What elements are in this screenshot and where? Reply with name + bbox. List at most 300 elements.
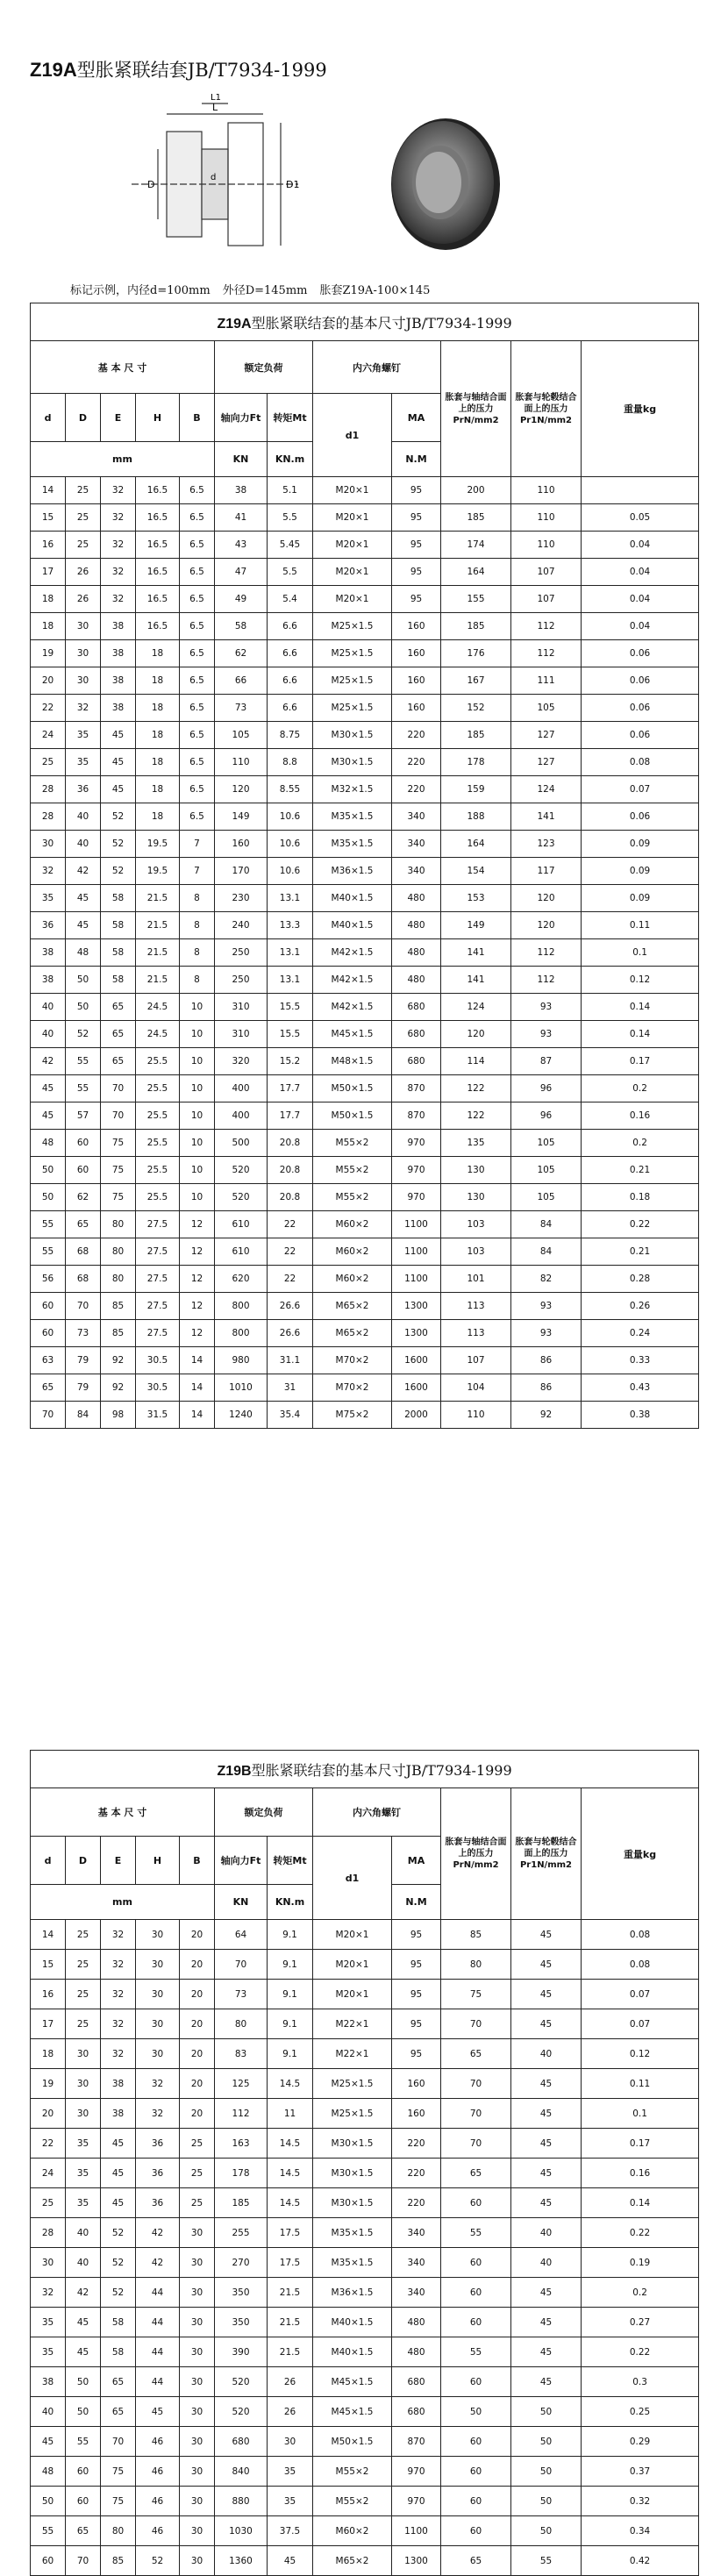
table-cell: 400 [215, 1075, 268, 1102]
table-row [31, 1102, 699, 1130]
table-cell: 86 [511, 1347, 582, 1374]
table-cell: 14 [31, 477, 66, 504]
table-cell: 0.26 [582, 1293, 699, 1320]
table-cell: 43 [215, 532, 268, 559]
table-cell: 30 [180, 2457, 215, 2487]
table-cell: 50 [31, 1157, 66, 1184]
table-cell: 22 [31, 2129, 66, 2159]
table-cell: 92 [511, 1402, 582, 1429]
table-cell: 6.5 [180, 559, 215, 586]
table-row [31, 2278, 699, 2308]
table-cell: 70 [66, 1293, 101, 1320]
table-cell: 58 [101, 885, 136, 912]
table-cell: 45 [511, 2308, 582, 2337]
table-cell: 30 [136, 1980, 180, 2009]
table-cell: 25 [66, 477, 101, 504]
table-cell: 15 [31, 1950, 66, 1980]
table-cell: 52 [101, 858, 136, 885]
table-cell: 26 [268, 2367, 313, 2397]
table-cell: 30 [268, 2427, 313, 2457]
table-cell: M60×2 [313, 1211, 392, 1238]
table-cell: 24.5 [136, 994, 180, 1021]
label-D1: D1 [286, 179, 300, 190]
table-cell: 14.5 [268, 2069, 313, 2099]
table-cell: 1300 [392, 2546, 441, 2576]
table-cell: 6.5 [180, 722, 215, 749]
table-cell: 10 [180, 1048, 215, 1075]
table-cell: M30×1.5 [313, 722, 392, 749]
table-cell: 120 [511, 885, 582, 912]
table-cell: 155 [441, 586, 511, 613]
table-row [31, 1048, 699, 1075]
table-cell: 40 [66, 2218, 101, 2248]
technical-drawing [114, 88, 316, 263]
table-cell: 62 [66, 1184, 101, 1211]
table-cell: 60 [31, 1320, 66, 1347]
table-cell: 55 [66, 1048, 101, 1075]
table-cell: 45 [66, 912, 101, 939]
table-cell: 95 [392, 1980, 441, 2009]
table-cell: 21.5 [136, 912, 180, 939]
table-row [31, 2188, 699, 2218]
table-cell: 35 [31, 2308, 66, 2337]
table-cell: M50×1.5 [313, 1102, 392, 1130]
table-cell: 10 [180, 1130, 215, 1157]
table-cell: 0.3 [582, 2367, 699, 2397]
table-cell: 45 [268, 2546, 313, 2576]
table-cell: 30 [31, 2248, 66, 2278]
table-cell: 1100 [392, 2516, 441, 2546]
table-cell: 17.7 [268, 1075, 313, 1102]
table-cell: 7 [180, 831, 215, 858]
table-cell: 28 [31, 776, 66, 803]
table-cell: 0.32 [582, 2487, 699, 2516]
table-b-caption: Z19B型胀紧联结套的基本尺寸JB/T7934-1999 [31, 1751, 699, 1788]
table-cell: 38 [31, 967, 66, 994]
table-cell: 840 [215, 2457, 268, 2487]
table-cell: 28 [31, 2218, 66, 2248]
table-cell: 58 [101, 967, 136, 994]
table-cell: 164 [441, 831, 511, 858]
table-row [31, 477, 699, 504]
table-cell: 95 [392, 2039, 441, 2069]
table-cell: 45 [511, 2129, 582, 2159]
table-cell: 35 [268, 2457, 313, 2487]
table-cell: 0.43 [582, 1374, 699, 1402]
table-cell: 27.5 [136, 1320, 180, 1347]
table-cell: 12 [180, 1320, 215, 1347]
table-cell: 70 [441, 2129, 511, 2159]
table-cell: 85 [441, 1920, 511, 1950]
table-cell: 340 [392, 2278, 441, 2308]
table-row [31, 1021, 699, 1048]
table-cell: 52 [66, 1021, 101, 1048]
table-cell: 73 [66, 1320, 101, 1347]
table-row [31, 967, 699, 994]
table-cell: 60 [441, 2308, 511, 2337]
table-cell: M55×2 [313, 1184, 392, 1211]
table-cell: M22×1 [313, 2009, 392, 2039]
table-cell: 40 [511, 2218, 582, 2248]
table-cell: 112 [511, 640, 582, 667]
table-cell: 65 [101, 1048, 136, 1075]
table-cell: 680 [392, 1048, 441, 1075]
table-cell: 6.5 [180, 695, 215, 722]
table-cell: 0.09 [582, 885, 699, 912]
table-cell: 18 [31, 613, 66, 640]
table-cell: 38 [101, 667, 136, 695]
table-cell: 32 [101, 2039, 136, 2069]
table-cell: 96 [511, 1102, 582, 1130]
table-cell: 18 [136, 776, 180, 803]
table-cell: 45 [66, 885, 101, 912]
table-cell: 42 [31, 1048, 66, 1075]
table-cell: M45×1.5 [313, 2367, 392, 2397]
table-cell: 30 [66, 2099, 101, 2129]
table-cell: 13.1 [268, 939, 313, 967]
table-cell: 93 [511, 1293, 582, 1320]
table-cell: 0.07 [582, 776, 699, 803]
table-cell: 170 [215, 858, 268, 885]
table-cell: 32 [101, 477, 136, 504]
table-cell: 21.5 [268, 2278, 313, 2308]
table-cell: 5.5 [268, 504, 313, 532]
table-cell: 12 [180, 1293, 215, 1320]
table-cell: 520 [215, 2367, 268, 2397]
table-cell: 1100 [392, 1211, 441, 1238]
table-cell: 38 [101, 613, 136, 640]
table-row [31, 2516, 699, 2546]
table-cell: 30 [180, 2516, 215, 2546]
table-cell: 65 [66, 1211, 101, 1238]
label-L1: L1 [211, 93, 221, 103]
table-cell: 0.08 [582, 749, 699, 776]
table-cell: M55×2 [313, 2457, 392, 2487]
table-cell: 340 [392, 858, 441, 885]
table-cell: 0.04 [582, 586, 699, 613]
table-cell: 970 [392, 1130, 441, 1157]
table-cell: 95 [392, 477, 441, 504]
table-cell: 870 [392, 1102, 441, 1130]
table-cell: 164 [441, 559, 511, 586]
table-cell: 52 [101, 2278, 136, 2308]
table-cell: 0.06 [582, 667, 699, 695]
table-cell: 1300 [392, 1320, 441, 1347]
table-cell: 390 [215, 2337, 268, 2367]
table-cell: 21.5 [268, 2308, 313, 2337]
table-cell: 20 [180, 2099, 215, 2129]
table-cell: 185 [441, 504, 511, 532]
table-cell: 8 [180, 967, 215, 994]
table-cell: 26.6 [268, 1320, 313, 1347]
table-cell: 12 [180, 1211, 215, 1238]
table-cell: 124 [511, 776, 582, 803]
table-cell: 0.22 [582, 2337, 699, 2367]
table-cell: 141 [441, 939, 511, 967]
table-row [31, 559, 699, 586]
table-cell: 45 [101, 749, 136, 776]
table-cell: 255 [215, 2218, 268, 2248]
table-cell: 52 [101, 2248, 136, 2278]
table-cell: 70 [215, 1950, 268, 1980]
table-cell: 70 [101, 1075, 136, 1102]
table-cell: 1300 [392, 1293, 441, 1320]
table-cell: M65×2 [313, 1293, 392, 1320]
table-cell: 32 [101, 559, 136, 586]
table-cell: M25×1.5 [313, 667, 392, 695]
table-cell: 35.4 [268, 1402, 313, 1429]
table-cell: 32 [101, 1980, 136, 2009]
table-cell: 45 [66, 2337, 101, 2367]
table-cell: 250 [215, 939, 268, 967]
table-cell: 125 [215, 2069, 268, 2099]
table-row [31, 2308, 699, 2337]
table-cell: 107 [441, 1347, 511, 1374]
table-cell: 167 [441, 667, 511, 695]
table-row [31, 1920, 699, 1950]
table-row [31, 1157, 699, 1184]
table-cell: 25 [66, 1980, 101, 2009]
table-cell: 55 [441, 2218, 511, 2248]
table-cell: 30 [180, 2427, 215, 2457]
table-cell: 610 [215, 1238, 268, 1266]
table-cell: 101 [441, 1266, 511, 1293]
table-cell: 25 [180, 2129, 215, 2159]
table-cell: 0.2 [582, 2278, 699, 2308]
table-row [31, 2487, 699, 2516]
table-cell: 95 [392, 532, 441, 559]
table-cell: 16.5 [136, 559, 180, 586]
table-cell: 38 [101, 640, 136, 667]
table-cell: 30 [180, 2367, 215, 2397]
table-cell: 105 [511, 1184, 582, 1211]
table-cell: 40 [31, 2397, 66, 2427]
table-cell: 0.22 [582, 2218, 699, 2248]
table-cell: 80 [441, 1950, 511, 1980]
table-cell: 75 [101, 1157, 136, 1184]
table-cell: 680 [392, 2397, 441, 2427]
table-cell: 35 [31, 885, 66, 912]
table-cell: 1100 [392, 1238, 441, 1266]
table-cell: 30 [66, 667, 101, 695]
table-cell: 75 [441, 1980, 511, 2009]
table-cell: 22 [31, 695, 66, 722]
table-cell: M30×1.5 [313, 2129, 392, 2159]
table-cell: 38 [101, 2099, 136, 2129]
table-cell: 27.5 [136, 1293, 180, 1320]
table-row [31, 695, 699, 722]
table-cell: 5.45 [268, 532, 313, 559]
table-cell: 80 [101, 1211, 136, 1238]
table-cell: 17.7 [268, 1102, 313, 1130]
table-a-body [31, 477, 699, 1429]
table-cell: 65 [101, 2367, 136, 2397]
table-cell: 17 [31, 559, 66, 586]
table-cell: M36×1.5 [313, 858, 392, 885]
table-cell: 30 [180, 2397, 215, 2427]
table-row [31, 2337, 699, 2367]
table-cell: 40 [31, 994, 66, 1021]
label-L: L [212, 102, 218, 113]
table-cell: 37.5 [268, 2516, 313, 2546]
table-cell: 18 [136, 722, 180, 749]
table-cell: 52 [136, 2546, 180, 2576]
table-cell: 26.6 [268, 1293, 313, 1320]
table-cell: 0.04 [582, 613, 699, 640]
table-cell: 38 [101, 695, 136, 722]
table-cell: 58 [101, 2308, 136, 2337]
table-cell: 35 [66, 722, 101, 749]
table-cell: 30 [180, 2308, 215, 2337]
table-cell: 40 [511, 2248, 582, 2278]
table-cell: 0.16 [582, 2159, 699, 2188]
table-cell: 64 [215, 1920, 268, 1950]
table-cell: M20×1 [313, 586, 392, 613]
table-row [31, 1075, 699, 1102]
table-cell: 9.1 [268, 1920, 313, 1950]
table-cell: 20.8 [268, 1184, 313, 1211]
table-cell: 0.24 [582, 1320, 699, 1347]
table-cell: 52 [101, 2218, 136, 2248]
table-cell: 50 [31, 1184, 66, 1211]
table-z19a: Z19A型胀紧联结套的基本尺寸JB/T7934-1999 基 本 尺 寸 额定负荷 内六角螺钉 胀套与轴结合面上的压力PrN/mm2 胀套与轮毂结合面上的压力Pr1N/mm2 重量kg d D E H B 轴向力Ft 转矩Mt d1 MA mm KN KN.m N.M 14 25 32 16.5 6.5 38 5.1 M20×1 95 200 110 15 25 32 16.5 6.5 41 5.5 M20×1 95 185 110 0.05 16 25 32 16.5 6.5 43 5.45 M20×1 95 174 110 0.04 17 26 32 16.5 6.5 47 5.5 M20×1 95 164 107 0.04 18 26 32 16.5 6.5 49 5.4 M20×1 95 155 107 0.04 18 30 38 16.5 6.5 58 6.6 M25×1.5 160 185 112 0.04 19 30 38 18 6.5 62 6.6 M25×1.5 160 176 112 0.06 20 30 38 18 6.5 66 6.6 M25×1.5 160 167 111 0.06 22 32 38 18 6.5 73 6.6 M25×1.5 160 152 105 0.06 24 35 45 18 6.5 105 8.75 M30×1.5 220 185 127 0.06 25 35 45 18 6.5 110 8.8 M30×1.5 220 178 127 0.08 28 36 45 18 6.5 120 8.55 M32×1.5 220 159 124 0.07 28 40 52 18 6.5 149 10.6 M35×1.5 340 188 141 0.06 30 40 52 19.5 7 160 10.6 M35×1.5 340 164 123 0.09 32 42 52 19.5 7 170 10.6 M36×1.5 340 154 117 0.09 35 45 58 21.5 8 230 13.1 M40×1.5 480 153 120 0.09 36 45 58 21.5 8 240 13.3 M40×1.5 480 149 120 0.11 38 48 58 21.5 8 250 13.1 M42×1.5 480 141 112 0.1 38 50 58 21.5 8 250 13.1 M42×1.5 480 141 112 0.12 40 50 65 24.5 10 310 15.5 M42×1.5 680 124 93 0.14 40 52 65 24.5 10 310 15.5 M45×1.5 680 120 93 0.14 42 55 65 25.5 10 320 15.2 M48×1.5 680 114 87 0.17 45 55 70 25.5 10 400 17.7 M50×1.5 870 122 96 0.2 45 57 70 25.5 10 400 17.7 M50×1.5 870 122 96 0.16 48 60 75 25.5 10 500 20.8 M55×2 970 135 105 0.2 50 60 75 25.5 10 520 20.8 M55×2 970 130 105 0.21 50 62 75 25.5 10 520 20.8 M55×2 970 130 105 0.18 55 65 80 27.5 12 610 22 M60×2 1100 103 84 0.22 55 68 80 27.5 12 610 22 M60×2 1100 103 84 0.21 56 68 80 27.5 12 620 22 M60×2 1100 101 82 0.28 60 70 85 27.5 12 800 26.6 M65×2 1300 113 93 0.26 60 73 85 27.5 12 800 26.6 M65×2 1300 113 93 0.24 63 79 92 30.5 14 980 31.1 M70×2 1600 107 86 0.33 65 79 92 30.5 14 1010 31 M70×2 1600 104 86 0.43 70 84 98 31.5 14 1240 35.4 M75×2 2000 110 92 0.38 [30, 303, 699, 1429]
table-row [31, 1293, 699, 1320]
table-cell: 30 [66, 2069, 101, 2099]
table-cell: 27.5 [136, 1238, 180, 1266]
table-row [31, 912, 699, 939]
table-row [31, 1347, 699, 1374]
table-cell: 45 [511, 2069, 582, 2099]
table-cell: 8.75 [268, 722, 313, 749]
table-cell: M25×1.5 [313, 695, 392, 722]
table-row [31, 994, 699, 1021]
table-cell: 45 [101, 722, 136, 749]
table-cell: 520 [215, 1157, 268, 1184]
table-cell: 73 [215, 695, 268, 722]
table-cell: 50 [66, 994, 101, 1021]
table-cell: 113 [441, 1320, 511, 1347]
table-cell: M75×2 [313, 1402, 392, 1429]
table-cell: 14 [31, 1920, 66, 1950]
table-cell: 141 [511, 803, 582, 831]
table-cell: 45 [511, 1980, 582, 2009]
table-cell: 79 [66, 1347, 101, 1374]
table-cell: 93 [511, 994, 582, 1021]
table-cell: 270 [215, 2248, 268, 2278]
table-cell: 65 [441, 2546, 511, 2576]
table-cell: 340 [392, 831, 441, 858]
table-cell: 10.6 [268, 803, 313, 831]
table-row [31, 1980, 699, 2009]
table-cell: 21.5 [268, 2337, 313, 2367]
table-cell: 38 [215, 477, 268, 504]
table-cell: 185 [441, 722, 511, 749]
table-cell: 25.5 [136, 1184, 180, 1211]
table-cell: 0.38 [582, 1402, 699, 1429]
table-cell: 0.08 [582, 1950, 699, 1980]
table-cell: 149 [441, 912, 511, 939]
table-cell: 16.5 [136, 613, 180, 640]
table-cell: 55 [31, 1238, 66, 1266]
table-cell: 0.27 [582, 2308, 699, 2337]
table-cell: 45 [101, 2188, 136, 2218]
table-cell: 40 [511, 2039, 582, 2069]
table-cell: 45 [511, 2159, 582, 2188]
table-cell: 22 [268, 1266, 313, 1293]
table-cell: 25.5 [136, 1157, 180, 1184]
table-cell: 250 [215, 967, 268, 994]
table-cell: 9.1 [268, 2039, 313, 2069]
table-cell: 230 [215, 885, 268, 912]
table-cell: 15.5 [268, 994, 313, 1021]
table-cell: 6.5 [180, 532, 215, 559]
table-cell: 6.5 [180, 504, 215, 532]
table-cell: M50×1.5 [313, 1075, 392, 1102]
table-row [31, 1374, 699, 1402]
table-cell: 350 [215, 2278, 268, 2308]
table-cell: M55×2 [313, 1130, 392, 1157]
table-cell: 18 [136, 640, 180, 667]
table-cell: 70 [101, 2427, 136, 2457]
table-row [31, 885, 699, 912]
table-cell: 0.14 [582, 994, 699, 1021]
table-cell: 15.2 [268, 1048, 313, 1075]
table-cell: 0.21 [582, 1238, 699, 1266]
table-row [31, 858, 699, 885]
table-cell: 60 [441, 2487, 511, 2516]
table-cell: 50 [31, 2487, 66, 2516]
table-cell: 0.29 [582, 2427, 699, 2457]
table-cell: 18 [31, 2039, 66, 2069]
table-cell: 0.12 [582, 2039, 699, 2069]
table-row [31, 2069, 699, 2099]
table-cell: 0.17 [582, 1048, 699, 1075]
table-cell: 0.07 [582, 2009, 699, 2039]
table-cell: 680 [215, 2427, 268, 2457]
table-cell: 20 [180, 1980, 215, 2009]
table-cell: 0.09 [582, 858, 699, 885]
table-cell: 35 [31, 2337, 66, 2367]
table-cell: 44 [136, 2367, 180, 2397]
table-cell: 45 [31, 1075, 66, 1102]
table-cell: 20 [180, 2039, 215, 2069]
table-cell: M45×1.5 [313, 1021, 392, 1048]
table-cell: 32 [101, 504, 136, 532]
table-cell: 98 [101, 1402, 136, 1429]
table-cell: M25×1.5 [313, 640, 392, 667]
table-cell: 66 [215, 667, 268, 695]
table-cell: 25.5 [136, 1130, 180, 1157]
table-cell: 1010 [215, 1374, 268, 1402]
table-cell: 36 [136, 2188, 180, 2218]
table-cell: 80 [101, 2516, 136, 2546]
table-cell: 122 [441, 1075, 511, 1102]
table-cell: 160 [392, 695, 441, 722]
table-row [31, 640, 699, 667]
table-cell: 35 [66, 749, 101, 776]
table-cell: 16.5 [136, 532, 180, 559]
table-cell: 75 [101, 1184, 136, 1211]
table-cell: 220 [392, 2129, 441, 2159]
table-cell: 153 [441, 885, 511, 912]
table-cell: 32 [136, 2099, 180, 2129]
table-cell: M22×1 [313, 2039, 392, 2069]
table-cell: M35×1.5 [313, 2248, 392, 2278]
table-row [31, 2099, 699, 2129]
table-cell: M32×1.5 [313, 776, 392, 803]
table-cell: 10.6 [268, 831, 313, 858]
table-cell: 45 [31, 2427, 66, 2457]
